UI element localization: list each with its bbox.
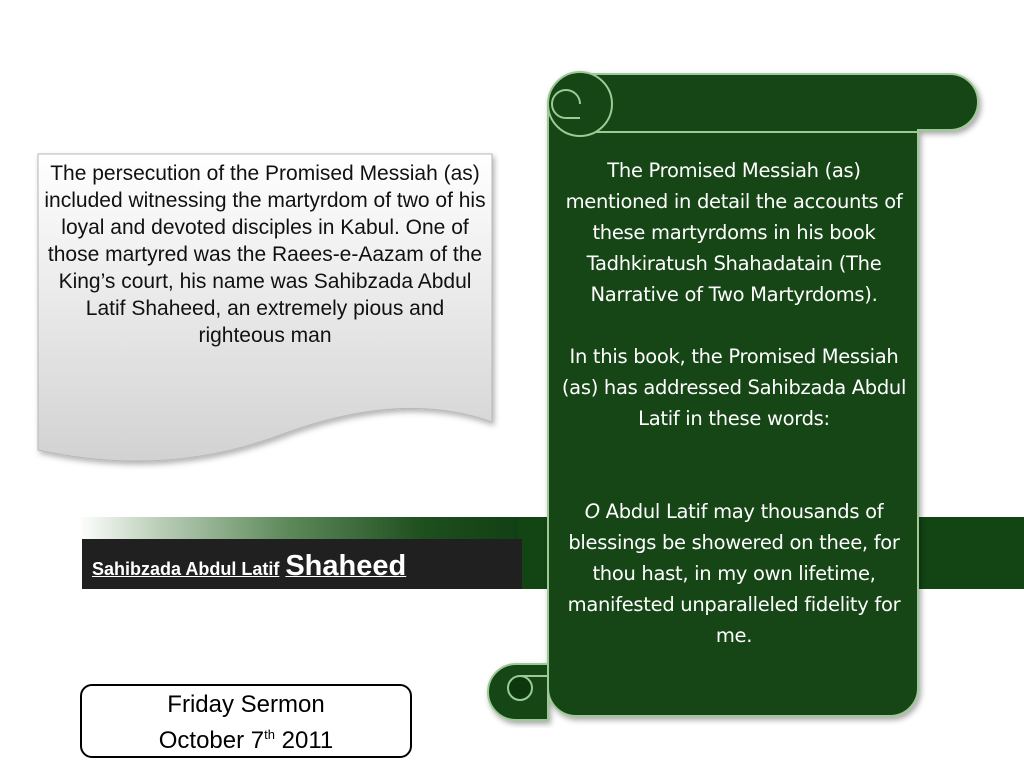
scroll-text: [556, 155, 912, 651]
slide-title: [92, 547, 406, 585]
scroll-quote: [556, 496, 912, 651]
date-month-day: October 7: [158, 727, 265, 754]
title-big-text: Shaheed: [285, 550, 407, 582]
quote-text: Abdul Latif may thousands of blessings be showered on thee, for thou hast, in my own lifetime, manifested unparalleled fidelity for me.: [567, 500, 901, 647]
date-box: [80, 684, 412, 758]
scroll-paragraph-2: In this book, the Promised Messiah (as) has addressed Sahibzada Abdul Latif in these words:: [561, 345, 907, 430]
scroll-paragraph-1: The Promised Messiah (as) mentioned in detail the accounts of these martyrdoms in his book Tadhkiratush Shahadatain (The Narrative of Two Martyrdoms).: [565, 159, 903, 306]
title-band-gradient: [78, 517, 538, 539]
sermon-label: Friday Sermon: [167, 691, 325, 718]
date-suffix: th: [264, 727, 275, 742]
note-text: The persecution of the Promised Messiah (as) included witnessing the martyrdom of two of his loyal and devoted disciples in Kabul. One of those martyred was the Raees-e-Aazam of the King’s court, his name was Sahibzada Abdul Latif Shaheed, an extremely pious and righteous man: [44, 162, 486, 347]
quote-italic-o: O: [584, 500, 600, 523]
date-year: 2011: [274, 727, 334, 754]
title-small-text: Sahibzada Abdul Latif: [92, 559, 280, 579]
sermon-date: [82, 720, 410, 756]
